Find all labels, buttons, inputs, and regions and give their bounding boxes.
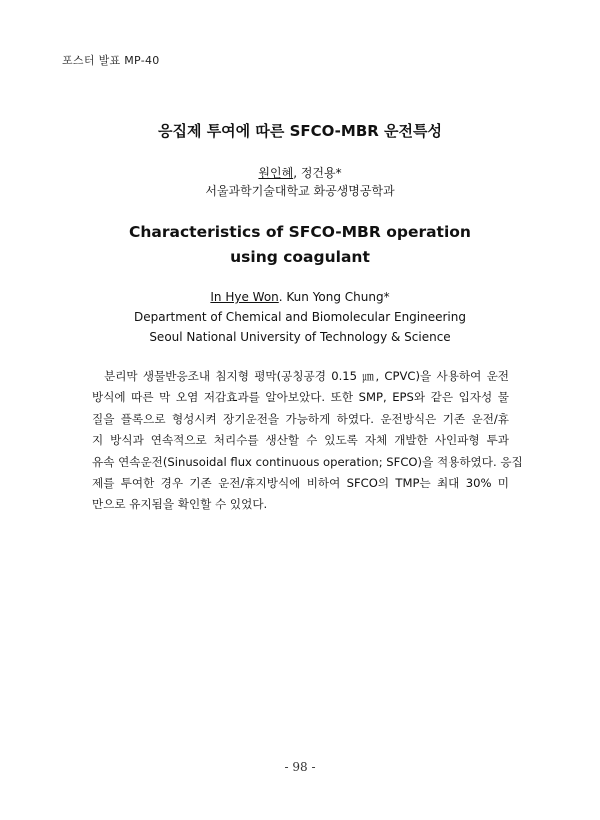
- abstract-line: 지 방식과 연속적으로 처리수를 생산할 수 있도록 자체 개발한 사인파형 투과: [92, 433, 509, 448]
- abstract-line: 분리막 생물반응조내 침지형 평막(공칭공경 0.15 ㎛, CPVC)을 사용하여 운전: [104, 369, 509, 383]
- korean-title: 응집제 투여에 따른 SFCO-MBR 운전특성: [158, 122, 442, 140]
- english-title: [0, 220, 600, 270]
- korean-authors: [0, 164, 600, 181]
- session-tag: 포스터 발표 MP-40: [62, 54, 160, 67]
- english-title-line-1: Characteristics of SFCO-MBR operation: [129, 223, 471, 241]
- abstract-line: 유속 연속운전(Sinusoidal flux continuous operation; SFCO)을 적용하였다. 응집: [92, 454, 523, 469]
- english-department: Department of Chemical and Biomolecular Engineering: [134, 310, 466, 324]
- english-coauthor: . Kun Yong Chung*: [278, 290, 390, 304]
- english-title-line-2: using coagulant: [230, 248, 370, 266]
- abstract-line: 방식에 따른 막 오염 저감효과를 알아보았다. 또한 SMP, EPS와 같은 입자성 물: [92, 390, 509, 405]
- abstract-body: [92, 366, 523, 516]
- page-number: - 98 -: [284, 760, 316, 774]
- abstract-line: 만으로 유지됨을 확인할 수 있었다.: [92, 497, 268, 512]
- korean-affiliation: 서울과학기술대학교 화공생명공학과: [205, 184, 395, 198]
- english-presenting-author: In Hye Won: [210, 290, 279, 304]
- abstract-line: 질을 플록으로 형성시켜 장기운전을 가능하게 하였다. 운전방식은 기존 운전/휴: [92, 411, 509, 426]
- korean-presenting-author: 원인혜: [258, 166, 294, 180]
- korean-coauthor: , 정건용*: [293, 166, 342, 180]
- english-authors: [0, 290, 600, 304]
- abstract-line: 제를 투여한 경우 기존 운전/휴지방식에 비하여 SFCO의 TMP는 최대 30% 미: [92, 476, 509, 491]
- english-university: Seoul National University of Technology & Science: [149, 330, 451, 344]
